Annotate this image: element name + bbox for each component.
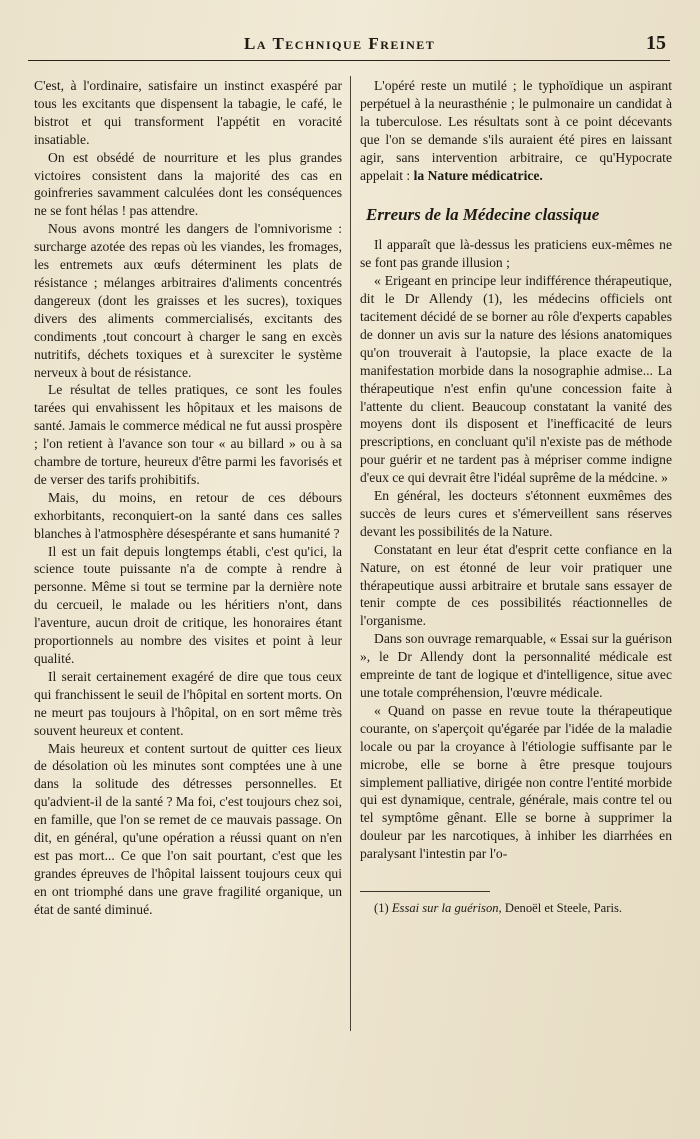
intro-paragraph bbox=[360, 77, 672, 184]
paragraph: Mais heureux et content surtout de quitter ces lieux de désolation où les minutes sont comptées une à une dans la solitude des détresses personnelles. Et qu'advient-il de la santé ? Ma foi, c'est toujours chez soi, en famille, que l'on se remet de ce mauvais passage. On dit, en général, qu'une opération a réussi quant on n'en est pas mort... Ce que l'on sait pourtant, c'est que les grandes épreuves de l'hôpital laissent toujours ceux qui en ont triomphé dans une grave fragilité organique, un état de santé diminué. bbox=[34, 740, 342, 917]
footnote-rule bbox=[360, 891, 490, 892]
paragraph: Dans son ouvrage remarquable, « Essai sur la guérison », le Dr Allendy dont la personnalité médicale est empreinte de tant de logique et d'intelligence, situe avec une totale compréhension, l'œuvre médicale. bbox=[360, 631, 672, 700]
paragraph: Il serait certainement exagéré de dire que tous ceux qui franchissent le seuil de l'hôpital en sortent morts. On ne meurt pas toujours à l'hôpital, on en sort même très souvent heureux et content. bbox=[34, 668, 342, 738]
intro-text: L'opéré reste un mutilé ; le typhoïdique un aspirant perpétuel à la neurasthénie ; le pulmonaire un candidat à la tuberculose. Les résultats sont à ce point décevants que l'on se demande s'ils auraient été pires en laissant agir, sans intervention arbitraire, ce qu'Hypocrate appelait : bbox=[360, 78, 672, 183]
paragraph: Il apparaît que là-dessus les praticiens eux-mêmes ne se font pas grande illusion ; bbox=[360, 237, 672, 271]
paragraph: C'est, à l'ordinaire, satisfaire un instinct exaspéré par tous les excitants que dispensent la tabagie, le café, le bistrot et qui transforment l'appétit en voracité insatiable. bbox=[34, 78, 342, 147]
page-number: 15 bbox=[646, 32, 666, 54]
paragraph: En général, les docteurs s'étonnent euxmêmes des succès de leurs cures et s'émerveillent sans réserves devant les possibilités de la Nature. bbox=[360, 488, 672, 539]
footnote-title: Essai sur la guérison, bbox=[391, 901, 502, 916]
footnote-marker: (1) bbox=[374, 901, 389, 916]
footnote bbox=[360, 900, 672, 917]
running-title: La Technique Freinet bbox=[244, 34, 436, 53]
paragraph: Mais, du moins, en retour de ces débours exhorbitants, reconquiert-on la santé dans ces salles blanches à l'atmosphère désespérante et sans humanité ? bbox=[34, 489, 342, 541]
paragraph: Constatant en leur état d'esprit cette confiance en la Nature, on est étonné de leur voir pratiquer une thérapeutique aussi arbitraire et brutale sans essayer de tenir compte de ces possibilités réactionnelles de l'organisme. bbox=[360, 541, 672, 629]
paragraph: On est obsédé de nourriture et les plus grandes victoires consistent dans la majorité des cas en goinfreries savamment calculées dont les conséquences ne se font hélas ! pas attendre. bbox=[34, 149, 342, 219]
paragraph: « Quand on passe en revue toute la thérapeutique courante, on s'aperçoit qu'égarée par l'idée de la maladie locale ou par la croyance à l'étiologie suffisante par le microbe, elle se borne à être presque toujours simplement palliative, dirigée non contre l'entité morbide qui est dynamique, centrale, générale, mais contre tel ou tel symptôme gênant. Elle se borne à supprimer la douleur par les narcotiques, à inhiber les diarrhées en paralysant l'intestin par l'o- bbox=[360, 702, 672, 862]
intro-bold: la Nature médicatrice. bbox=[413, 167, 543, 183]
column-divider bbox=[350, 76, 351, 1031]
paragraph: Nous avons montré les dangers de l'omnivorisme : surcharge azotée des repas où les viandes, les fromages, les entremets aux œufs déterminent les plats de résistance ; mélanges arbitraires d'aliments concentrés dangereux (dont les graisses et les sucres), toxiques divers des aliments commercialisés, excitants des condiments ,tout concourt à charger le sang en excès nutritifs, déchets toxiques et à surexciter le système nerveux à bout de résistance. bbox=[34, 221, 342, 380]
footnote-rest: Denoël et Steele, Paris. bbox=[504, 901, 623, 916]
left-column bbox=[34, 77, 342, 919]
running-header bbox=[28, 30, 670, 61]
paragraph: « Erigeant en principe leur indifférence thérapeutique, dit le Dr Allendy (1), les médecins officiels ont tacitement décidé de se borner au rôle d'experts capables de donner un avis sur la nature des lésions anatomiques qu'on trouverait à l'autopsie, la place exacte de la manifestation morbide dans la nosographie admise... La thérapeutique n'est enfin qu'une concession faite à l'attente du client. Beaucoup constatant la vanité des moyens dont ils disposent et l'inefficacité de leurs prescriptions, en concluant qu'il n'existe pas de méthode pour guérir et ne tardent pas à mépriser comme indigne d'eux ce qui devrait être l'idéal suprême de la médcine. » bbox=[360, 273, 672, 486]
right-column bbox=[360, 77, 672, 917]
paragraph: Le résultat de telles pratiques, ce sont les foules tarées qui envahissent les hôpitaux et les maisons de santé. Jamais le commerce médical ne fut aussi prospère ; l'on retient à l'avance son tour « au billard » ou à sa chambre de torture, heureux d'être parmi les favorisés et de verser des tarifs prohibitifs. bbox=[34, 382, 342, 487]
paragraph: Il est un fait depuis longtemps établi, c'est qu'ici, la science toute puissante n'a de compte à rendre à personne. Même si tout se termine par la dernière note du cercueil, le malade ou les héritiers n'ont, dans l'aventure, aucun droit de critique, les honoraires étant proportionnels au nombre des visites et point à leur qualité. bbox=[34, 543, 342, 666]
section-title: Erreurs de la Médecine classique bbox=[366, 205, 600, 225]
